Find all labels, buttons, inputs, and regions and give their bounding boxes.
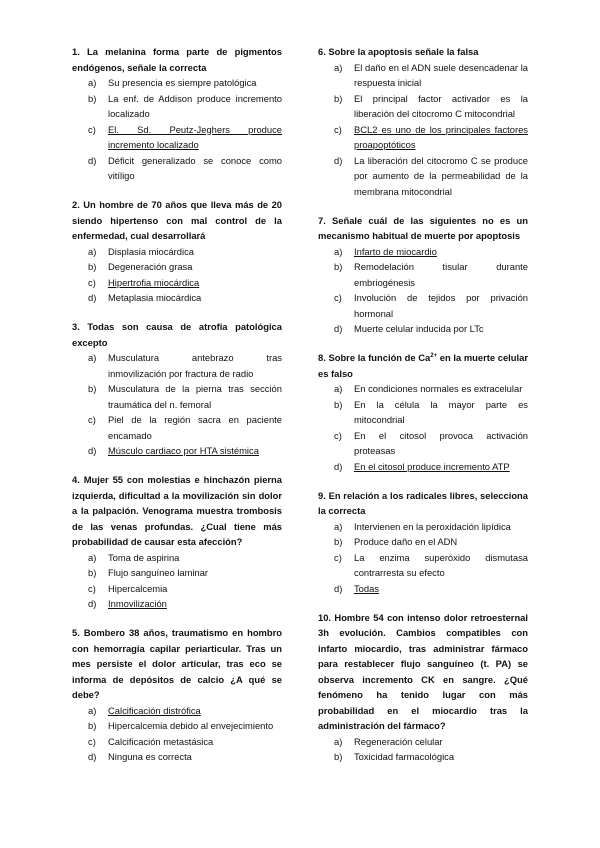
- question-block: [318, 213, 528, 337]
- answer-option: [72, 412, 282, 443]
- option-letter: d): [88, 598, 97, 609]
- option-text: Metaplasia miocárdica: [108, 292, 202, 303]
- question-stem-text: en la muerte celular es falso: [318, 352, 528, 379]
- answer-option: [318, 734, 528, 750]
- option-letter: c): [88, 123, 96, 135]
- option-letter: d): [334, 460, 343, 472]
- question-block: [72, 44, 282, 184]
- option-letter: b): [334, 398, 343, 410]
- option-text: En el citosol provoca activación proteasas: [354, 429, 528, 456]
- option-letter: b): [88, 567, 97, 578]
- option-text: Su presencia es siempre patológica: [108, 77, 257, 88]
- option-letter: b): [88, 383, 97, 394]
- option-letter: c): [334, 551, 342, 563]
- question-stem: 10. Hombre 54 con intenso dolor retroesternal 3h evolución. Cambios compatibles con infarto miocardio, tras administrar fármaco para restablecer flujo sanguíneo (t. PA) se observa incremento CK en sangre. ¿Qué fenómeno ha tenido lugar con más probabilidad en el miocardio tras la administración del fármaco?: [318, 611, 528, 731]
- answer-option: [318, 153, 528, 200]
- option-letter: d): [334, 582, 343, 594]
- answer-option: [72, 734, 282, 750]
- option-text: La liberación del citocromo C se produce por aumento de la permeabilidad de la membrana mitocondrial: [354, 154, 528, 197]
- option-text: Toma de aspirina: [108, 551, 180, 563]
- answer-option: [318, 244, 528, 260]
- answer-option: [72, 581, 282, 597]
- option-text: Déficit generalizado se conoce como vitíligo: [108, 154, 282, 181]
- option-letter: c): [334, 123, 342, 135]
- option-text: Displasia miocárdica: [108, 245, 194, 257]
- option-letter: d): [334, 323, 343, 334]
- answer-option: [72, 122, 282, 153]
- option-letter: d): [88, 751, 97, 762]
- answer-option: [318, 428, 528, 459]
- option-letter: b): [334, 261, 343, 272]
- option-text: En la célula la mayor parte es mitocondrial: [354, 398, 528, 425]
- answer-option: [318, 122, 528, 153]
- option-text: Piel de la región sacra en paciente encamado: [108, 414, 282, 441]
- answer-option: [72, 259, 282, 275]
- question-stem: 7. Señale cuál de las siguientes no es un mecanismo habitual de muerte por apoptosis: [318, 214, 528, 241]
- option-text: Regeneración celular: [354, 735, 443, 747]
- option-text: El daño en el ADN suele desencadenar la respuesta inicial: [354, 61, 528, 88]
- option-letter: d): [88, 445, 97, 456]
- answer-option: [72, 153, 282, 184]
- option-text: Musculatura de la pierna tras sección traumática del n. femoral: [108, 383, 282, 410]
- answer-option: [318, 519, 528, 535]
- question-stem: 1. La melanina forma parte de pigmentos endógenos, señale la correcta: [72, 46, 282, 73]
- option-letter: c): [88, 414, 96, 425]
- option-letter: c): [334, 429, 342, 441]
- option-letter: a): [334, 61, 343, 73]
- question-stem: 3. Todas son causa de atrofia patológica excepto: [72, 321, 282, 348]
- right-column: [318, 44, 528, 778]
- option-letter: b): [88, 261, 97, 272]
- answer-option: [318, 534, 528, 550]
- option-text: Musculatura antebrazo tras inmovilización por fractura de radio: [108, 352, 282, 379]
- question-stem-text: 8. Sobre la función de Ca: [318, 352, 431, 363]
- answer-option: [72, 596, 282, 612]
- option-text-correct: Inmovilización: [108, 598, 167, 609]
- option-text: Degeneración grasa: [108, 261, 193, 272]
- option-letter: a): [88, 551, 97, 563]
- question-block: [318, 44, 528, 199]
- answer-option: [318, 60, 528, 91]
- answer-option: [318, 91, 528, 122]
- question-block: [72, 472, 282, 612]
- option-letter: d): [88, 292, 97, 303]
- option-text: En condiciones normales es extracelular: [354, 383, 523, 394]
- answer-option: [72, 443, 282, 459]
- option-text: Remodelación tisular durante embriogénesis: [354, 261, 528, 288]
- option-text: Calcificación metastásica: [108, 735, 214, 747]
- option-text: Hipercalcemia debido al envejecimiento: [108, 720, 274, 731]
- option-text: Produce daño en el ADN: [354, 536, 458, 547]
- answer-option: [318, 259, 528, 290]
- option-letter: a): [88, 77, 97, 88]
- option-text: La enzima superóxido dismutasa contrarresta su efecto: [354, 551, 528, 578]
- answer-option: [72, 290, 282, 306]
- option-letter: c): [334, 292, 342, 303]
- question-stem: 5. Bombero 38 años, traumatismo en hombro con hemorragia capilar periarticular. Tras un mes persiste el dolor articular, tras eco se informa de depósitos de calcio ¿A qué se debe?: [72, 627, 282, 700]
- answer-option: [72, 749, 282, 765]
- question-block: [72, 197, 282, 306]
- option-text-correct: En el citosol produce incremento ATP: [354, 460, 510, 472]
- option-text: Ninguna es correcta: [108, 751, 192, 762]
- option-letter: b): [88, 720, 97, 731]
- option-text: Intervienen en la peroxidación lipídica: [354, 520, 511, 532]
- question-stem: [318, 350, 528, 381]
- answer-option: [318, 581, 528, 597]
- answer-option: [72, 350, 282, 381]
- option-text: Toxicidad farmacológica: [354, 751, 455, 762]
- option-text: El principal factor activador es la liberación del citocromo C mitocondrial: [354, 92, 528, 119]
- option-letter: c): [88, 735, 96, 747]
- question-block: [318, 488, 528, 597]
- answer-option: [318, 749, 528, 765]
- answer-option: [318, 290, 528, 321]
- question-stem: 4. Mujer 55 con molestias e hinchazón pierna izquierda, dificultad a la movilización sin dolor a la palpación. Venograma muestra trombosis de las venas profundas. ¿Cual tiene más probabilidad de causar esta afección?: [72, 474, 282, 547]
- option-letter: a): [88, 352, 97, 363]
- option-letter: a): [334, 735, 343, 747]
- option-letter: b): [334, 92, 343, 104]
- option-text: Involución de tejidos por privación hormonal: [354, 292, 528, 319]
- option-text-correct: El. Sd. Peutz-Jeghers produce incremento localizado: [108, 123, 282, 150]
- option-letter: c): [88, 582, 96, 594]
- option-text: Flujo sanguíneo laminar: [108, 567, 209, 578]
- superscript-charge: 2+: [430, 352, 438, 359]
- option-text-correct: BCL2 es uno de los principales factores proapoptóticos: [354, 123, 528, 150]
- option-letter: b): [88, 92, 97, 104]
- question-stem: 2. Un hombre de 70 años que lleva más de 20 siendo hipertenso con mal control de la enfermedad, cual desarrollará: [72, 199, 282, 241]
- question-block: [318, 350, 528, 474]
- answer-option: [318, 321, 528, 337]
- option-letter: d): [88, 154, 97, 166]
- question-stem: 6. Sobre la apoptosis señale la falsa: [318, 46, 479, 57]
- option-letter: b): [334, 536, 343, 547]
- left-column: [72, 44, 282, 778]
- answer-option: [72, 275, 282, 291]
- option-letter: a): [334, 383, 343, 394]
- answer-option: [318, 459, 528, 475]
- answer-option: [72, 703, 282, 719]
- option-text: Hipercalcemia: [108, 582, 168, 594]
- option-text-correct: Infarto de miocardio: [354, 245, 437, 257]
- answer-option: [72, 75, 282, 91]
- option-letter: a): [88, 704, 97, 716]
- option-letter: c): [88, 276, 96, 288]
- answer-option: [72, 565, 282, 581]
- answer-option: [72, 91, 282, 122]
- option-text-correct: Todas: [354, 582, 380, 594]
- option-text-correct: Músculo cardiaco por HTA sistémica: [108, 445, 259, 456]
- answer-option: [318, 397, 528, 428]
- option-text-correct: Calcificación distrófica: [108, 704, 201, 716]
- answer-option: [318, 550, 528, 581]
- option-letter: a): [88, 245, 97, 257]
- question-block: [72, 625, 282, 765]
- answer-option: [72, 718, 282, 734]
- answer-option: [72, 244, 282, 260]
- answer-option: [72, 381, 282, 412]
- option-letter: b): [334, 751, 343, 762]
- question-stem: 9. En relación a los radicales libres, selecciona la correcta: [318, 489, 528, 516]
- option-text-correct: Hipertrofia miocárdica: [108, 276, 200, 288]
- option-letter: d): [334, 154, 343, 166]
- option-text: Muerte celular inducida por LTc: [354, 323, 484, 334]
- question-block: [72, 319, 282, 459]
- answer-option: [318, 381, 528, 397]
- option-text: La enf. de Addison produce incremento localizado: [108, 92, 282, 119]
- answer-option: [72, 550, 282, 566]
- option-letter: a): [334, 520, 343, 532]
- option-letter: a): [334, 245, 343, 257]
- question-block: [318, 610, 528, 765]
